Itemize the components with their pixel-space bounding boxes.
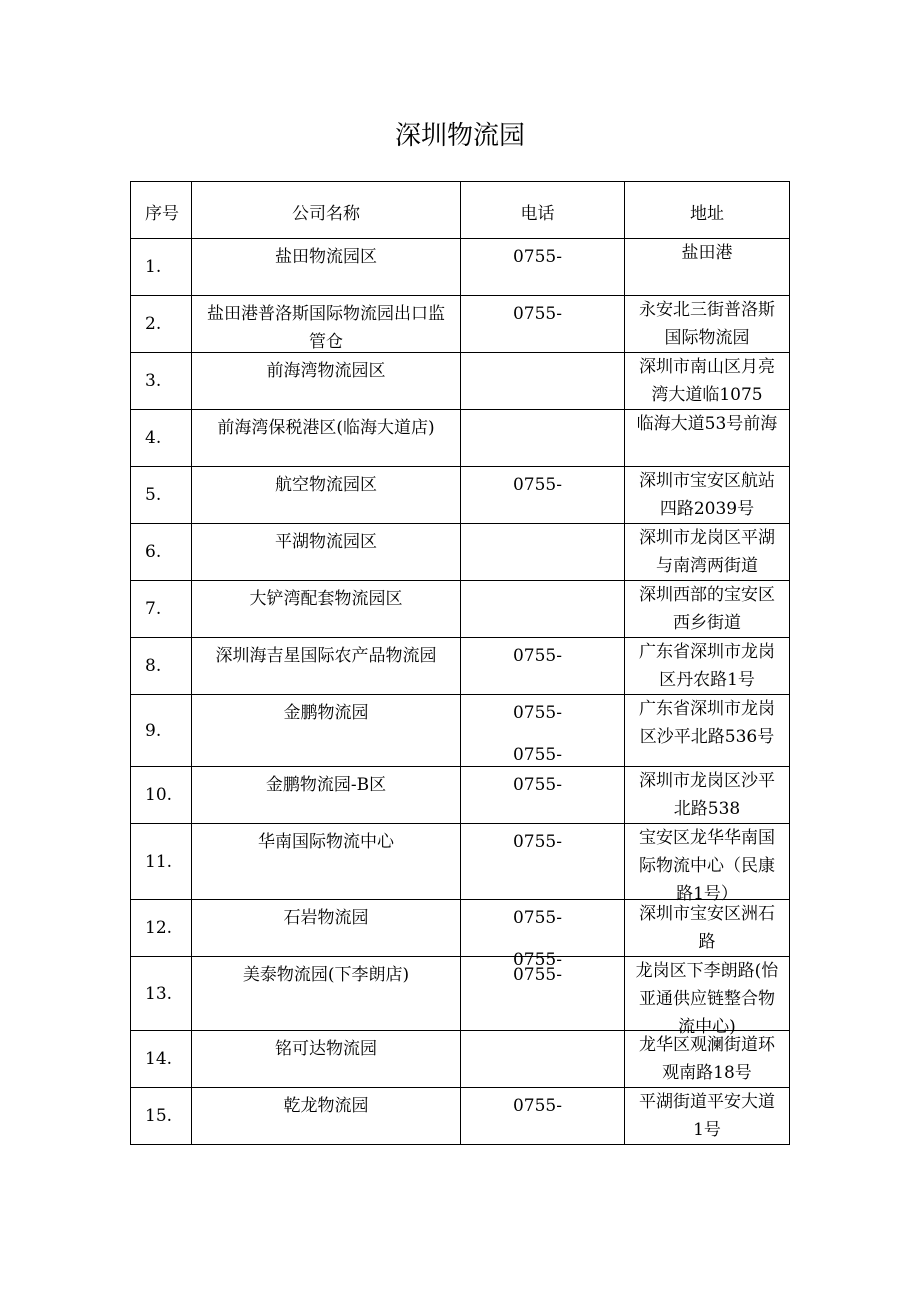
row-index: 13.: [131, 957, 192, 1031]
table-row: [131, 581, 790, 638]
table-row: [131, 638, 790, 695]
address: 深圳市龙岗区沙平北路538: [625, 767, 790, 824]
row-index: 12.: [131, 900, 192, 957]
company-name: 金鹏物流园-B区: [192, 767, 461, 824]
table-row: [131, 695, 790, 767]
table-row: [131, 900, 790, 957]
phone-line-secondary: 0755-: [512, 950, 562, 970]
row-index: 7.: [131, 581, 192, 638]
address: 平湖街道平安大道1号: [625, 1088, 790, 1145]
address: 龙华区观澜街道环观南路18号: [625, 1031, 790, 1088]
table-row: [131, 296, 790, 353]
address: 广东省深圳市龙岗区丹农路1号: [625, 638, 790, 695]
company-name: 前海湾物流园区: [192, 353, 461, 410]
row-index: 14.: [131, 1031, 192, 1088]
phone-number: [461, 824, 625, 900]
phone-line: [461, 357, 614, 385]
address: 广东省深圳市龙岗区沙平北路536号: [625, 695, 790, 767]
row-index: 10.: [131, 767, 192, 824]
table-row: [131, 239, 790, 296]
phone-line: [461, 585, 614, 613]
address: 深圳市宝安区洲石路: [625, 900, 790, 957]
company-name: 航空物流园区: [192, 467, 461, 524]
row-index: 1.: [131, 239, 192, 296]
row-index: 4.: [131, 410, 192, 467]
address: 深圳市龙岗区平湖与南湾两街道: [625, 524, 790, 581]
table-body: [131, 239, 790, 1145]
phone-number: [461, 695, 625, 767]
phone-number: [461, 353, 625, 410]
header-address: 地址: [625, 182, 790, 239]
page-title: 深圳物流园: [394, 121, 525, 151]
phone-line: 0755-: [512, 247, 562, 267]
company-name: 铭可达物流园: [192, 1031, 461, 1088]
row-index: 5.: [131, 467, 192, 524]
address: 龙岗区下李朗路(怡亚通供应链整合物流中心): [625, 957, 790, 1031]
row-index: 3.: [131, 353, 192, 410]
phone-line-secondary: 0755-: [512, 745, 562, 765]
table-header-row: [131, 182, 790, 239]
address: 临海大道53号前海: [625, 410, 790, 467]
phone-number: [461, 467, 625, 524]
phone-number: [461, 638, 625, 695]
row-index: 9.: [131, 695, 192, 767]
company-name: 乾龙物流园: [192, 1088, 461, 1145]
company-name: 美泰物流园(下李朗店): [192, 957, 461, 1031]
company-name: 前海湾保税港区(临海大道店): [192, 410, 461, 467]
company-name: 盐田物流园区: [192, 239, 461, 296]
table-row: [131, 410, 790, 467]
phone-number: [461, 296, 625, 353]
table-row: [131, 957, 790, 1031]
address: 深圳市宝安区航站四路2039号: [625, 467, 790, 524]
company-name: 盐田港普洛斯国际物流园出口监管仓: [192, 296, 461, 353]
company-name: 深圳海吉星国际农产品物流园: [192, 638, 461, 695]
phone-line: 0755-: [512, 832, 562, 852]
address: 深圳西部的宝安区西乡街道: [625, 581, 790, 638]
row-index: 6.: [131, 524, 192, 581]
header-phone: 电话: [461, 182, 625, 239]
table-row: [131, 1088, 790, 1145]
row-index: 8.: [131, 638, 192, 695]
table-row: [131, 767, 790, 824]
company-name: 华南国际物流中心: [192, 824, 461, 900]
phone-number: [461, 581, 625, 638]
table-row: [131, 524, 790, 581]
phone-number: [461, 524, 625, 581]
phone-line: 0755-: [512, 475, 562, 495]
logistics-park-table: [130, 181, 790, 1145]
company-name: 大铲湾配套物流园区: [192, 581, 461, 638]
phone-line: 0755-: [512, 703, 562, 723]
phone-line: 0755-: [512, 965, 562, 985]
company-name: 石岩物流园: [192, 900, 461, 957]
row-index: 11.: [131, 824, 192, 900]
table-row: [131, 824, 790, 900]
company-name: 平湖物流园区: [192, 524, 461, 581]
phone-number: [461, 1088, 625, 1145]
phone-line: [461, 414, 614, 442]
phone-line: 0755-: [512, 1096, 562, 1116]
address: 永安北三街普洛斯国际物流园: [625, 296, 790, 353]
phone-number: [461, 957, 625, 1031]
address: 盐田港: [625, 239, 790, 296]
phone-line: 0755-: [512, 646, 562, 666]
phone-number: [461, 239, 625, 296]
phone-number: [461, 900, 625, 970]
phone-line: 0755-: [512, 775, 562, 795]
row-index: 15.: [131, 1088, 192, 1145]
header-index: 序号: [131, 182, 192, 239]
phone-number: [461, 767, 625, 824]
phone-number: [461, 410, 625, 467]
address: 宝安区龙华华南国际物流中心（民康路1号）: [625, 824, 790, 900]
phone-number: [461, 1031, 625, 1088]
company-name: 金鹏物流园: [192, 695, 461, 767]
table-row: [131, 1031, 790, 1088]
phone-line: [461, 1035, 614, 1063]
address: 深圳市南山区月亮湾大道临1075: [625, 353, 790, 410]
table-row: [131, 353, 790, 410]
table-row: [131, 467, 790, 524]
phone-line: [461, 528, 614, 556]
header-company-name: 公司名称: [192, 182, 461, 239]
phone-line: 0755-: [512, 908, 562, 928]
phone-line: 0755-: [512, 304, 562, 324]
row-index: 2.: [131, 296, 192, 353]
